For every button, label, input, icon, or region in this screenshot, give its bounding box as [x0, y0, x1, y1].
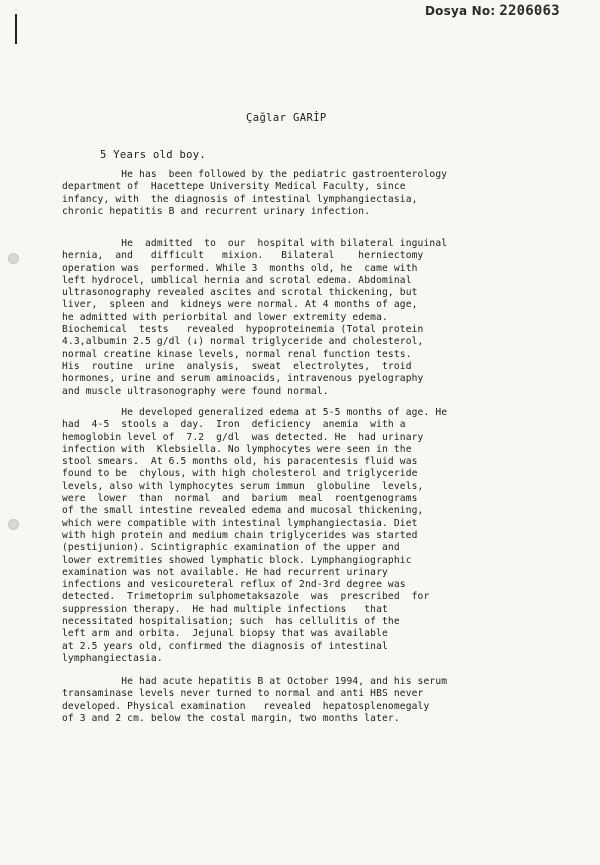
paragraph-hepatitis [62, 676, 586, 725]
file-number-value: 2206063 [499, 3, 560, 19]
text-line: of the small intestine revealed edema and mucosal thickening, [62, 505, 424, 517]
text-line: of 3 and 2 cm. below the costal margin, two months later. [62, 712, 400, 724]
text-line: left hydrocel, umblical hernia and scrotal edema. Abdominal [62, 274, 412, 286]
text-line: stool smears. At 6.5 months old, his paracentesis fluid was [62, 456, 418, 468]
patient-name: Çağlar GARİP [246, 112, 327, 124]
punch-hole [8, 253, 19, 264]
text-line: found to be chylous, with high cholesterol and triglyceride [62, 468, 418, 480]
paragraph-history [62, 169, 586, 218]
text-line: ultrasonography revealed ascites and scrotal thickening, but [62, 287, 418, 299]
text-line: had 4-5 stools a day. Iron deficiency anemia with a [62, 419, 406, 431]
text-line: left arm and orbita. Jejunal biopsy that was available [62, 628, 388, 640]
text-line: levels, also with lymphocytes serum immun globuline levels, [62, 480, 424, 492]
text-line: detected. Trimetoprim sulphometaksazole was prescribed for [62, 591, 430, 603]
text-line: He has been followed by the pediatric gastroenterology [62, 169, 448, 180]
text-line: transaminase levels never turned to normal and anti HBS never [62, 688, 424, 700]
file-number-label: Dosya No: [425, 4, 496, 18]
text-line: He developed generalized edema at 5-5 months of age. He [62, 407, 448, 418]
punch-hole [8, 519, 19, 530]
text-line: examination was not available. He had recurrent urinary [62, 566, 388, 578]
file-number-stamp [425, 3, 560, 19]
text-line: infancy, with the diagnosis of intestinal lymphangiectasia, [62, 193, 418, 205]
text-line: hormones, urine and serum aminoacids, intravenous pyelography [62, 373, 424, 385]
text-line: which were compatible with intestinal lymphangiectasia. Diet [62, 517, 418, 529]
margin-pen-mark [15, 14, 17, 44]
text-line: infection with Klebsiella. No lymphocytes were seen in the [62, 443, 412, 455]
text-line: were lower than normal and barium meal roentgenograms [62, 493, 418, 505]
text-line: (pestijunion). Scintigraphic examination of the upper and [62, 542, 400, 554]
text-line: and muscle ultrasonography were found normal. [62, 385, 329, 397]
text-line: with high protein and medium chain triglycerides was started [62, 529, 418, 541]
text-line: He had acute hepatitis B at October 1994, and his serum [62, 676, 448, 687]
text-line: liver, spleen and kidneys were normal. At 4 months of age, [62, 299, 418, 311]
text-line: developed. Physical examination revealed hepatosplenomegaly [62, 700, 430, 712]
intro-line: 5 Years old boy. [100, 149, 206, 161]
text-line: chronic hepatitis B and recurrent urinary infection. [62, 205, 371, 217]
text-line: suppression therapy. He had multiple infections that [62, 603, 388, 615]
text-line: lower extremities showed lymphatic block. Lymphangiographic [62, 554, 412, 566]
text-line: hernia, and difficult mixion. Bilateral herniectomy [62, 250, 424, 262]
text-line: normal creatine kinase levels, normal renal function tests. [62, 348, 412, 360]
text-line: department of Hacettepe University Medical Faculty, since [62, 181, 406, 193]
text-line: operation was performed. While 3 months old, he came with [62, 262, 418, 274]
paragraph-admission [62, 238, 586, 398]
text-line: His routine urine analysis, sweat electrolytes, troid [62, 360, 412, 372]
text-line: at 2.5 years old, confirmed the diagnosis of intestinal [62, 640, 388, 652]
text-line: lymphangiectasia. [62, 652, 163, 664]
text-line: hemoglobin level of 7.2 g/dl was detected. He had urinary [62, 431, 424, 443]
text-line: he admitted with periorbital and lower extremity edema. [62, 311, 388, 323]
paragraph-course [62, 407, 586, 665]
text-line: Biochemical tests revealed hypoproteinemia (Total protein [62, 324, 424, 336]
text-line: 4.3,albumin 2.5 g/dl (↓) normal triglyceride and cholesterol, [62, 336, 424, 348]
text-line: infections and vesicoureteral reflux of 2nd-3rd degree was [62, 579, 406, 591]
text-line: necessitated hospitalisation; such has cellulitis of the [62, 616, 400, 628]
text-line: He admitted to our hospital with bilateral inguinal [62, 238, 448, 249]
